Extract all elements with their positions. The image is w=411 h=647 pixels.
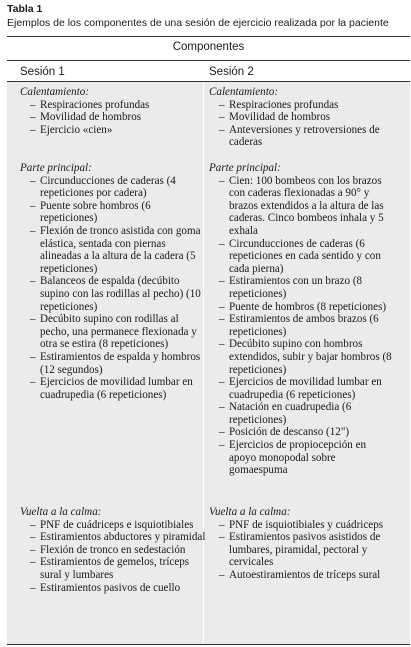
session2-header: Sesión 2	[209, 66, 254, 78]
top-rule	[7, 36, 410, 37]
section-title: Parte principal:	[209, 162, 281, 174]
table-caption	[7, 3, 407, 30]
section-title: Calentamiento:	[20, 86, 90, 98]
list-item: – PNF de isquiotibiales y cuádriceps	[219, 519, 395, 532]
list-item: – Natación en cuadrupedia (6 repeticiones)	[219, 401, 395, 426]
list-item: – Puente sobre hombros (6 repeticiones)	[30, 200, 206, 225]
list-item: – PNF de cuádriceps e isquiotibiales	[30, 519, 206, 532]
list-item: – Posición de descanso (12")	[219, 426, 395, 439]
list-item: – Anteversiones y retroversiones de caderas	[219, 124, 395, 149]
list-item: – Puente de hombros (8 repeticiones)	[219, 301, 395, 314]
session1-main	[20, 162, 206, 401]
components-header: Componentes	[172, 41, 245, 53]
list-item: – Estiramientos de gemelos, tríceps sural y lumbares	[30, 556, 206, 581]
list-item: – Balanceos de espalda (decúbito supino con las rodillas al pecho) (10 repeticiones)	[30, 275, 206, 313]
list-item: – Ejercicio «cien»	[30, 124, 206, 137]
session2-main	[209, 162, 395, 477]
table-description: Ejemplos de los componentes de una sesión de ejercicio realizada por la paciente	[7, 17, 389, 29]
section-title: Vuelta a la calma:	[209, 506, 291, 518]
session1-warmup	[20, 86, 206, 136]
list-item: – Flexión de tronco en sedestación	[30, 544, 206, 557]
list-item: – Decúbito supino con hombros extendidos, subir y bajar hombros (8 repeticiones)	[219, 338, 395, 376]
list-item: – Ejercicios de propiocepción en apoyo monopodal sobre gomaespuma	[219, 439, 395, 477]
list-item: – Movilidad de hombros	[30, 111, 206, 124]
section-title: Calentamiento:	[209, 86, 279, 98]
session2-cooldown	[209, 506, 395, 582]
session1-header: Sesión 1	[20, 66, 65, 78]
list-item: – Flexión de tronco asistida con goma elástica, sentada con piernas alineadas a la altura de la cadera (5 repeticiones)	[30, 225, 206, 275]
list-item: – Estiramientos de espalda y hombros (12 segundos)	[30, 351, 206, 376]
session2-warmup	[209, 86, 395, 149]
list-item: – Cien: 100 bombeos con los brazos con caderas flexionadas a 90° y brazos extendidos a la altura de las caderas. Cinco bombeos inhala y 5 exhala	[219, 175, 395, 238]
list-item: – Circunducciones de caderas (6 repeticiones en cada sentido y con cada pierna)	[219, 238, 395, 276]
list-item: – Respiraciones profundas	[219, 99, 395, 112]
header-rule	[7, 60, 410, 61]
section-title: Parte principal:	[20, 162, 92, 174]
list-item: – Autoestiramientos de tríceps sural	[219, 569, 395, 582]
list-item: – Estiramientos pasivos asistidos de lumbares, piramidal, pectoral y cervicales	[219, 531, 395, 569]
list-item: – Ejercicios de movilidad lumbar en cuadrupedia (6 repeticiones)	[219, 376, 395, 401]
list-item: – Ejercicios de movilidad lumbar en cuadrupedia (6 repeticiones)	[30, 376, 206, 401]
list-item: – Estiramientos pasivos de cuello	[30, 582, 206, 595]
list-item: – Estiramientos de ambos brazos (6 repeticiones)	[219, 313, 395, 338]
section-title: Vuelta a la calma:	[20, 506, 102, 518]
list-item: – Circunducciones de caderas (4 repeticiones por cadera)	[30, 175, 206, 200]
list-item: – Decúbito supino con rodillas al pecho, una permanece flexionada y otra se estira (8 repeticiones)	[30, 313, 206, 351]
list-item: – Estiramientos con un brazo (8 repeticiones)	[219, 275, 395, 300]
list-item: – Respiraciones profundas	[30, 99, 206, 112]
list-item: – Movilidad de hombros	[219, 111, 395, 124]
bottom-rule	[7, 644, 410, 645]
table-label: Tabla 1	[7, 3, 43, 15]
session1-cooldown	[20, 506, 206, 594]
list-item: – Estiramientos abductores y piramidal	[30, 531, 206, 544]
